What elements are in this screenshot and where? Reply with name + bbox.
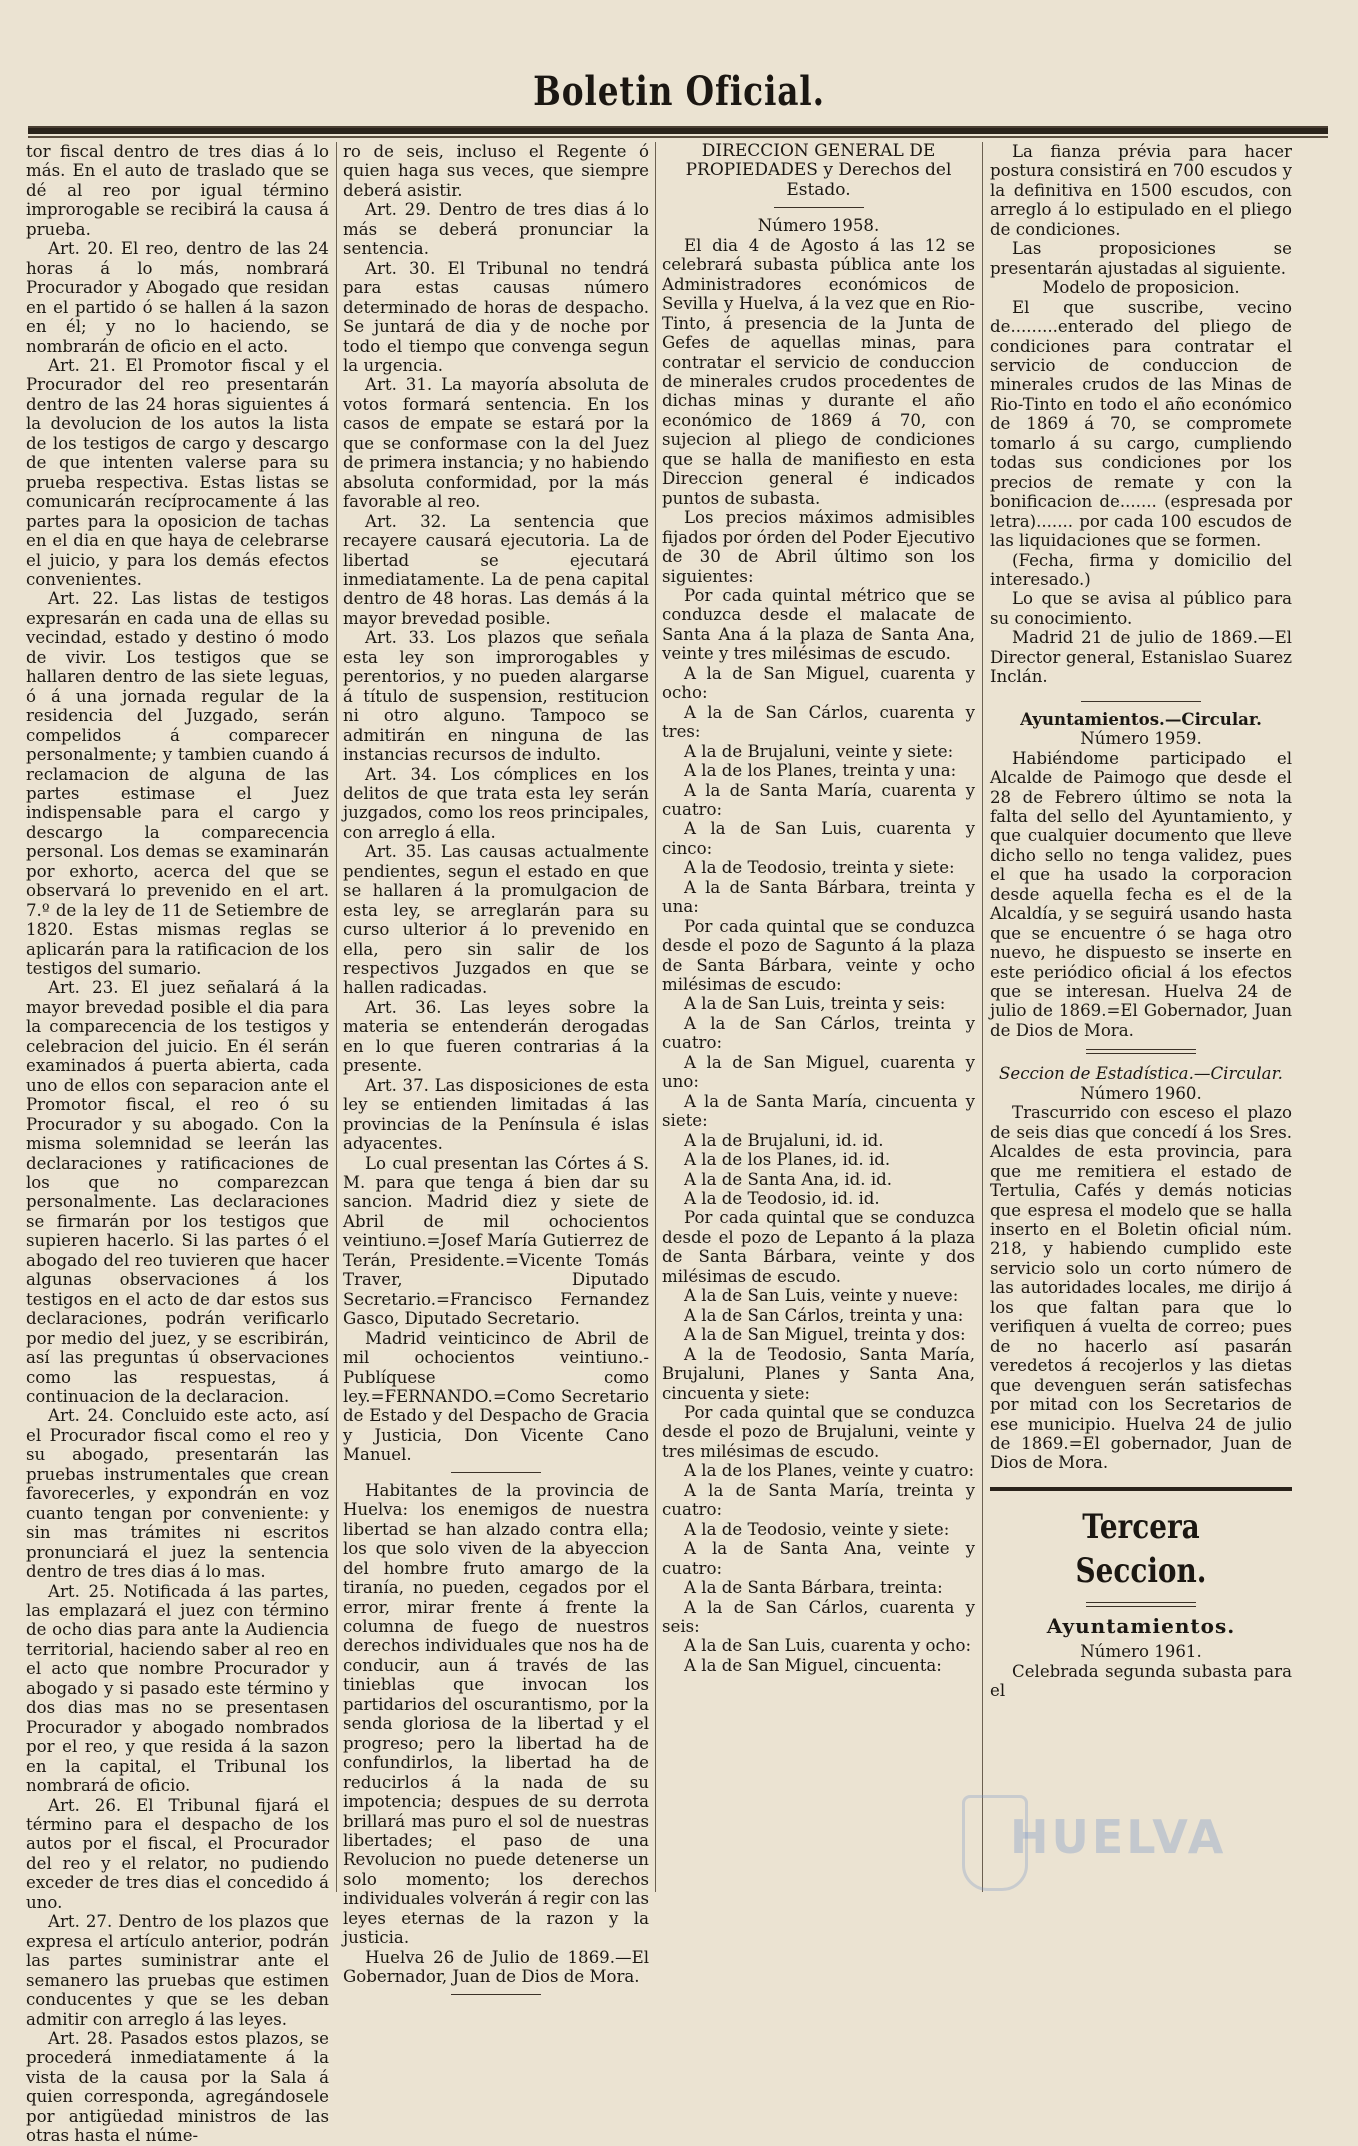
paragraph: Lo que se avisa al público para su conocimiento. xyxy=(990,589,1292,628)
proclamation: Habitantes de la provincia de Huelva: los enemigos de nuestra libertad se han alzado contra ella; los que solo viven de la abyeccion del hombre fruto amargo de la tiranía, no pueden, cegados por el error, mirar frente á frente la columna de fuego de nuestros derechos individuales que nos ha de conducir, aun á través de las tinieblas que invocan los partidarios del oscurantismo, por la senda gloriosa de la libertad y el progreso; pero la libertad ha de confundirlos, la libertad ha de reducirlos á la nada de su impotencia; despues de su derrota brillará mas puro el sol de nuestras libertades; el paso de una Revolucion no puede detenerse un solo momento; los derechos individuales volverán á regir con las leyes eternas de la razon y la justicia. xyxy=(343,1480,649,1948)
column-3 xyxy=(662,142,975,1902)
article-31: Art. 31. La mayoría absoluta de votos formará sentencia. En los casos de empate se estará por la que se conformase con la del Juez de primera instancia; y no habiendo absoluta conformidad, por la más favorable al reo. xyxy=(343,375,649,512)
paragraph: Trascurrido con esceso el plazo de seis dias que concedí á los Sres. Alcaldes de esta provincia, para que me remitiera el estado de Tertulia, Cafés y demás noticias que espresa el modelo que se halla inserto en el Boletin oficial núm. 218, y habiendo cumplido este servicio solo un corto número de las autoridades locales, me dirijo á los que faltan para que lo verifiquen á vuelta de correo; pues de no hacerlo así pasarán veredetos á recojerlos y las dietas que devenguen serán satisfechas por mitad con los Secretarios de ese municipio. Huelva 24 de julio de 1869.=El gobernador, Juan de Dios de Mora. xyxy=(990,1103,1292,1473)
paragraph: tor fiscal dentro de tres dias á lo más. En el auto de traslado que se dé al reo por igual término improrogable se recibirá la causa á prueba. xyxy=(26,142,329,239)
separator-rule xyxy=(451,1994,541,1995)
separator-rule xyxy=(774,207,864,208)
article-20: Art. 20. El reo, dentro de las 24 horas á lo más, nombrará Procurador y Abogado que residan en el partido ó se hallen á la sazon en él; y no lo haciendo, se nombrarán de oficio en el acto. xyxy=(26,239,329,356)
paragraph: Por cada quintal que se conduzca desde el pozo de Brujaluni, veinte y tres milésimas de escudo. xyxy=(662,1403,975,1461)
price-line: A la de San Luis, cuarenta y ocho: xyxy=(684,1636,972,1656)
modelo-heading: Modelo de proposicion. xyxy=(1042,278,1240,298)
article-35: Art. 35. Las causas actualmente pendientes, segun el estado en que se hallaren á la promulgacion de esta ley, se arreglarán para su curso ulterior á lo prevenido en ella, pero sin salir de los respectivos Juzgados en que se hallen radicadas. xyxy=(343,842,649,998)
price-line: A la de Santa María, cincuenta y siete: xyxy=(662,1091,975,1131)
price-line: A la de Santa Bárbara, treinta y una: xyxy=(662,877,975,917)
price-line: A la de San Cárlos, treinta y cuatro: xyxy=(662,1013,975,1053)
watermark-text: HUELVA xyxy=(1010,1810,1227,1864)
price-line: A la de Santa Ana, veinte y cuatro: xyxy=(662,1539,975,1578)
paragraph: Celebrada segunda subasta para el xyxy=(990,1661,1292,1701)
article-32: Art. 32. La sentencia que recayere causará ejecutoria. La de libertad se ejecutará inmediatamente. La de pena capital dentro de 48 horas. Las demás á la mayor brevedad posible. xyxy=(343,511,649,628)
column-2 xyxy=(343,142,649,1987)
sanction-paragraph: Lo cual presentan las Córtes á S. M. para que tenga á bien dar su sancion. Madrid diez y siete de Abril de mil ochocientos veintiuno.=Josef María Gutierrez de Terán, Presidente.=Vicente Tomás Traver, Diputado Secretario.=Francisco Fernandez Gasco, Diputado Secretario. xyxy=(343,1153,649,1329)
column-divider xyxy=(655,142,656,1892)
article-30: Art. 30. El Tribunal no tendrá para estas causas número determinado de horas de despacho. Se juntará de dia y de noche por todo el tiempo que convenga segun la urgencia. xyxy=(343,258,649,375)
signature: Huelva 26 de Julio de 1869.—El Gobernador, Juan de Dios de Mora. xyxy=(343,1947,649,1987)
masthead-title: Boletin Oficial. xyxy=(533,68,825,115)
price-line: A la de Brujaluni, veinte y siete: xyxy=(684,741,954,761)
signature: Madrid 21 de julio de 1869.—El Director general, Estanislao Suarez Inclán. xyxy=(990,628,1292,687)
paragraph: Los precios máximos admisibles fijados por órden del Poder Ejecutivo de 30 de Abril último son los siguientes: xyxy=(662,508,975,586)
subsection-title: Ayuntamientos. xyxy=(1046,1613,1236,1638)
price-line: A la de San Miguel, cuarenta y ocho: xyxy=(662,663,975,703)
separator-rule xyxy=(1081,701,1201,702)
paragraph: El dia 4 de Agosto á las 12 se celebrará subasta pública ante los Administradores económicos de Sevilla y Huelva, á la vez que en Rio-Tinto, á presencia de la Junta de Gefes de aquellas minas, para contratar el servicio de conduccion de minerales crudos procedentes de dichas minas y durante el año económico de 1869 á 70, con sujecion al pliego de condiciones que se halla de manifiesto en esta Direccion general é indicados puntos de subasta. xyxy=(662,235,975,508)
section-heading: Ayuntamientos.—Circular. xyxy=(1020,708,1262,729)
price-line: A la de Santa Ana, id. id. xyxy=(684,1169,893,1189)
article-25: Art. 25. Notificada á las partes, las emplazará el juez con término de ocho dias para ante la Audiencia territorial, haciendo saber al reo en el acto que nombre Procurador y abogado y si pasado este término y dos dias mas no se presentasen Procurador y abogado nombrados por el reo, y que resida á la sazon en la capital, el Tribunal los nombrará de oficio. xyxy=(26,1581,329,1796)
price-line: A la de Teodosio, veinte y siete: xyxy=(684,1519,950,1539)
price-line: A la de San Luis, cuarenta y cinco: xyxy=(662,819,975,858)
price-line: A la de San Miguel, treinta y dos: xyxy=(684,1325,966,1345)
section-heading: Seccion de Estadística.—Circular. xyxy=(999,1064,1283,1084)
section-heading: DIRECCION GENERAL DE PROPIEDADES y Derechos del Estado. xyxy=(685,141,952,200)
price-line: A la de San Luis, treinta y seis: xyxy=(684,994,946,1014)
price-line: A la de Teodosio, id. id. xyxy=(684,1189,880,1209)
article-33: Art. 33. Los plazos que señala esta ley son improrogables y perentorios, y no pueden alargarse á título de suspension, restitucion ni otro alguno. Tampoco se admitirán en ninguna de las instancias recursos de indulto. xyxy=(343,628,649,765)
price-line: A la de los Planes, veinte y cuatro: xyxy=(684,1461,975,1481)
price-line: A la de Santa María, treinta y cuatro: xyxy=(662,1480,975,1520)
article-21: Art. 21. El Promotor fiscal y el Procurador del reo presentarán dentro de las 24 horas siguientes á la devolucion de los autos la lista de los testigos de cargo y descargo de que intenten valerse para su prueba respectiva. Estas listas se comunicarán recíprocamente á las partes para la oposicion de tachas en el dia en que haya de celebrarse el juicio, y para los demás efectos convenientes. xyxy=(26,355,329,589)
price-line: A la de los Planes, id. id. xyxy=(684,1150,891,1170)
masthead-rule xyxy=(28,126,1328,134)
paragraph: Por cada quintal que se conduzca desde el pozo de Sagunto á la plaza de Santa Bárbara, veinte y ocho milésimas de escudo: xyxy=(662,916,975,995)
article-22: Art. 22. Las listas de testigos expresarán en cada una de ellas su vecindad, estado y destino ó modo de vivir. Los testigos que se hallaren dentro de las siete leguas, ó á una jornada regular de la residencia del Juzgado, serán compelidos á comparecer personalmente; y tambien cuando á reclamacion de alguna de las partes estimase el Juez indispensable para el cargo y descargo la comparecencia personal. Los demas se examinarán por exhorto, acerca del que se observará lo prevenido en el art. 7.º de la ley de 11 de Setiembre de 1820. Estas mismas reglas se aplicarán para la ratificacion de los testigos del sumario. xyxy=(26,589,329,979)
paragraph: Habiéndome participado el Alcalde de Paimogo que desde el 28 de Febrero último se nota la falta del sello del Ayuntamiento, y que cualquier documento que lleve dicho sello no tenga validez, pues el que ha usado la corporacion desde aquella fecha es el de la Alcaldía, y se seguirá usando hasta que se encuentre ó se haga otro nuevo, he dispuesto se inserte en este periódico oficial á los efectos que se interesan. Huelva 24 de julio de 1869.=El Gobernador, Juan de Dios de Mora. xyxy=(990,748,1292,1040)
article-36: Art. 36. Las leyes sobre la materia se entenderán derogadas en lo que fueren contrarias á la presente. xyxy=(343,997,649,1076)
price-line: A la de Santa Bárbara, treinta: xyxy=(684,1578,943,1598)
notice-number: Número 1958. xyxy=(757,216,880,236)
masthead-rule-thin xyxy=(28,136,1328,138)
paragraph: Por cada quintal métrico que se conduzca desde el malacate de Santa Ana á la plaza de Santa Ana, veinte y tres milésimas de escudo. xyxy=(662,585,975,664)
price-line: A la de los Planes, treinta y una: xyxy=(684,761,957,781)
price-line: A la de San Miguel, cincuenta: xyxy=(684,1655,942,1675)
separator-rule xyxy=(1086,1602,1196,1607)
paragraph: Las proposiciones se presentarán ajustadas al siguiente. xyxy=(990,239,1292,278)
publication-paragraph: Madrid veinticinco de Abril de mil ochocientos veintiuno.-Publíquese como ley.=FERNANDO.=Como Secretario de Estado y del Despacho de Gracia y Justicia, Don Vicente Cano Manuel. xyxy=(343,1328,649,1465)
separator-rule xyxy=(1086,1049,1196,1054)
article-37: Art. 37. Las disposiciones de esta ley se entienden limitadas á las provincias de la Península é islas adyacentes. xyxy=(343,1075,649,1154)
paragraph: Por cada quintal que se conduzca desde el pozo de Lepanto á la plaza de Santa Bárbara, veinte y dos milésimas de escudo. xyxy=(662,1208,975,1286)
paragraph: ro de seis, incluso el Regente ó quien haga sus veces, que siempre deberá asistir. xyxy=(343,142,649,200)
price-line: A la de San Miguel, cuarenta y uno: xyxy=(662,1052,975,1092)
price-line: A la de Teodosio, treinta y siete: xyxy=(684,858,955,878)
section-rule xyxy=(990,1487,1292,1491)
price-line: A la de Santa María, cuarenta y cuatro: xyxy=(662,780,975,819)
column-divider xyxy=(982,142,983,1892)
column-divider xyxy=(336,142,337,1892)
article-34: Art. 34. Los cómplices en los delitos de que trata esta ley serán juzgados, como los reos principales, con arreglo á ella. xyxy=(343,764,649,842)
paragraph: El que suscribe, vecino de.........enterado del pliego de condiciones para contratar el servicio de conduccion de minerales crudos de las Minas de Rio-Tinto en todo el año económico de 1869 á 70, se compromete tomarlo á su cargo, cumpliendo todas sus condiciones por los precios de remate y con la bonificacion de....... (espresada por letra)....... por cada 100 escudos de las liquidaciones que se formen. xyxy=(990,297,1292,551)
separator-rule xyxy=(451,1472,541,1473)
column-4 xyxy=(990,142,1292,1902)
notice-number: Número 1959. xyxy=(1080,729,1202,749)
column-1 xyxy=(26,142,329,2146)
paragraph: (Fecha, firma y domicilio del interesado.) xyxy=(990,550,1292,589)
price-line: A la de San Luis, veinte y nueve: xyxy=(684,1286,959,1306)
article-23: Art. 23. El juez señalará á la mayor brevedad posible el dia para la comparecencia de los testigos y celebracion del juicio. En él serán examinados á puerta abierta, cada uno de ellos con separacion ante el Promotor fiscal, el reo ó su Procurador y su abogado. Con la misma solemnidad se leerán las declaraciones y ratificaciones de los que no comparezcan personalmente. Las declaraciones se firmarán por los testigos que supieren hacerlo. Si las partes ó el abogado del reo tuvieren que hacer algunas observaciones á los testigos en el acto de dar estos sus declaraciones, podrán verificarlo por medio del juez, y se escribirán, así las preguntas ú observaciones como las respuestas, á continuacion de la declaracion. xyxy=(26,978,329,1406)
paragraph: La fianza prévia para hacer postura consistirá en 700 escudos y la definitiva en 1500 escudos, con arreglo á lo estipulado en el pliego de condiciones. xyxy=(990,142,1292,239)
price-line: A la de San Cárlos, cuarenta y tres: xyxy=(662,702,975,742)
price-line: A la de Brujaluni, id. id. xyxy=(684,1130,884,1150)
price-line: A la de San Cárlos, cuarenta y seis: xyxy=(662,1597,975,1636)
notice-number: Número 1960. xyxy=(1080,1083,1202,1103)
price-line: A la de San Cárlos, treinta y una: xyxy=(684,1305,964,1325)
notice-number: Número 1961. xyxy=(1080,1642,1202,1662)
section-title: Tercera Seccion. xyxy=(1075,1506,1207,1591)
article-27: Art. 27. Dentro de los plazos que expresa el artículo anterior, podrán las partes suministrar ante el semanero las pruebas que estimen conducentes y que se les deban admitir con arreglo á las leyes. xyxy=(26,1912,329,2029)
price-line: A la de Teodosio, Santa María, Brujaluni, Planes y Santa Ana, cincuenta y siete: xyxy=(662,1344,975,1403)
article-28: Art. 28. Pasados estos plazos, se procederá inmediatamente á la vista de la causa por la Sala á quien corresponda, agregándosele por antigüedad ministros de las otras hasta el núme- xyxy=(26,2028,329,2146)
article-24: Art. 24. Concluido este acto, así el Procurador fiscal como el reo y su abogado, presentarán las pruebas instrumentales que crean favorecerles, y expondrán en voz cuanto tengan por conveniente: y sin mas trámites ni escritos pronunciará el juez la sentencia dentro de tres dias á lo mas. xyxy=(26,1406,329,1582)
article-29: Art. 29. Dentro de tres dias á lo más se deberá pronunciar la sentencia. xyxy=(343,200,649,259)
article-26: Art. 26. El Tribunal fijará el término para el despacho de los autos por el fiscal, el Procurador del reo y el relator, no pudiendo exceder de tres dias el concedido á uno. xyxy=(26,1795,329,1912)
